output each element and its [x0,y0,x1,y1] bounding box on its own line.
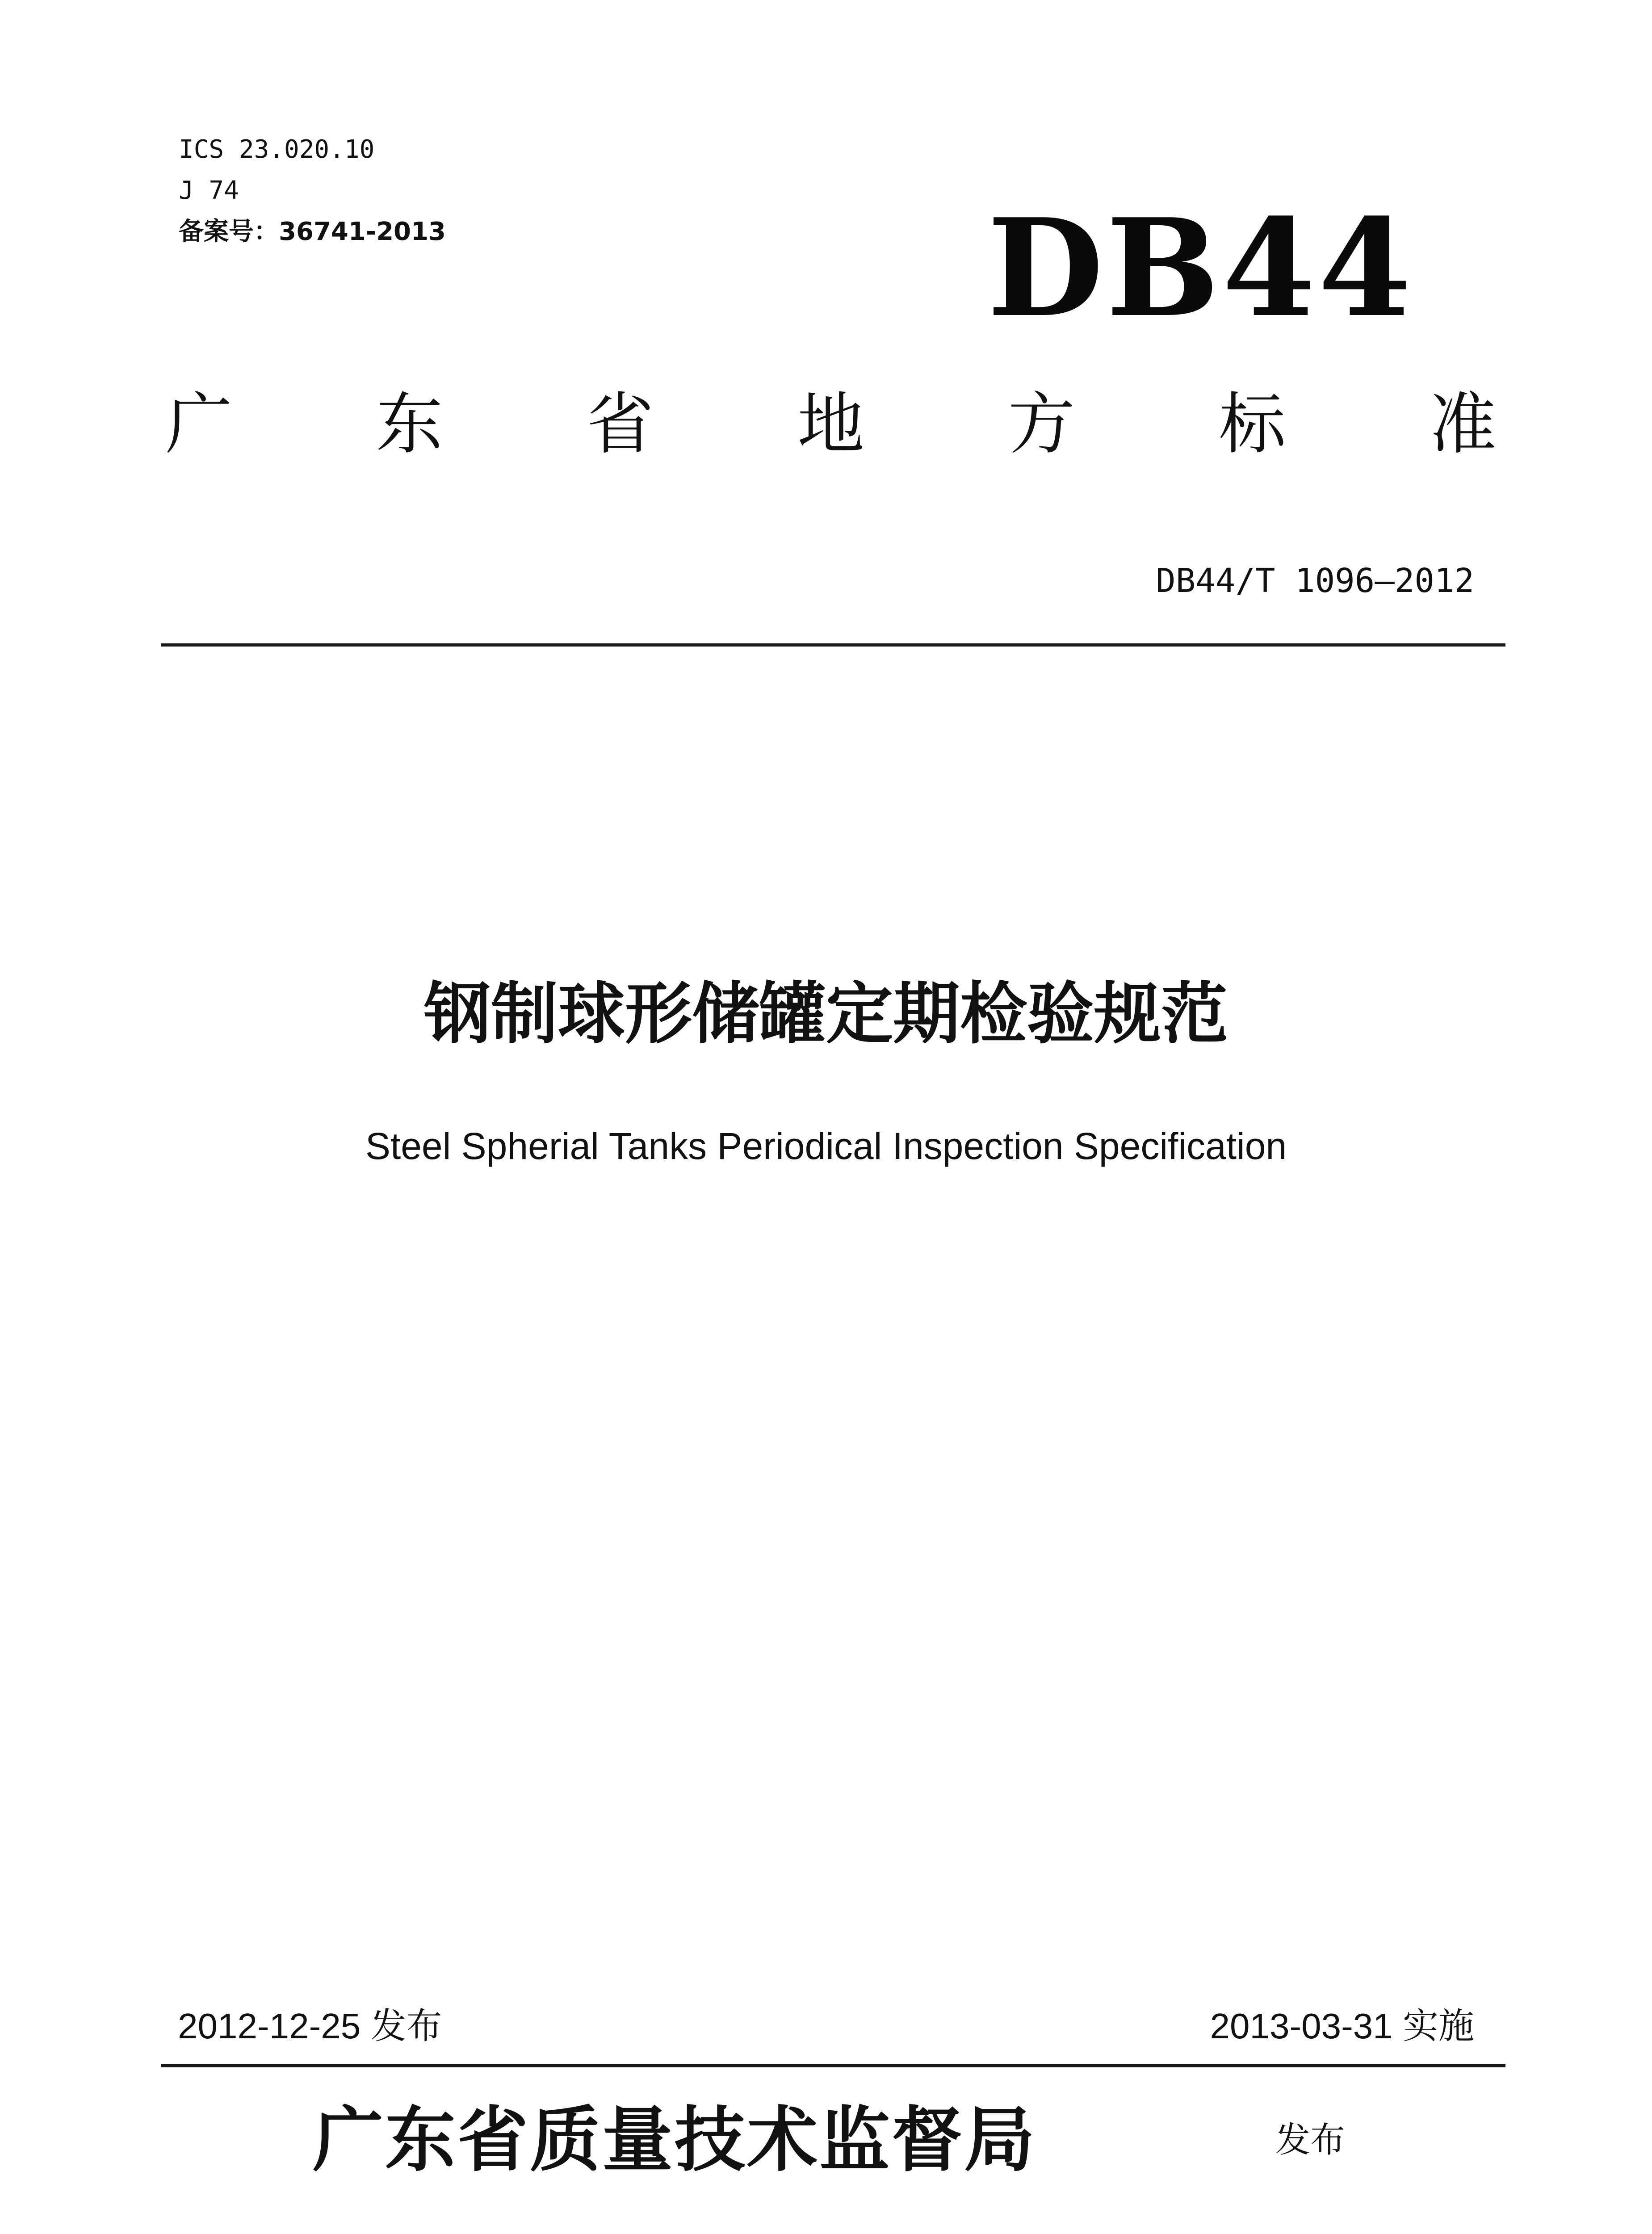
ccs-code: J 74 [179,176,239,205]
standard-type-char: 标 [1219,386,1286,463]
issuing-suffix: 发布 [1275,2120,1346,2160]
standard-number: DB44/T 1096—2012 [1156,562,1474,600]
standard-type-char: 省 [587,386,654,463]
standard-type-char: 东 [376,386,443,463]
bottom-divider [161,2064,1505,2067]
standard-type-char: 方 [1008,386,1075,463]
implementation-date: 2013-03-31 实施 [1210,2006,1474,2046]
standard-type [165,380,1497,469]
issue-date: 2012-12-25 发布 [178,2006,442,2046]
standard-type-char: 准 [1429,386,1497,463]
filing-number: 备案号：36741-2013 [179,217,446,246]
top-divider [161,643,1505,647]
ics-code: ICS 23.020.10 [179,135,375,164]
document-title-english: Steel Spherial Tanks Periodical Inspection Specification [365,1125,1287,1167]
standard-type-char: 地 [797,386,864,463]
document-title-chinese: 钢制球形储罐定期检验规范 [423,975,1228,1053]
issuing-authority: 广东省质量技术监督局 [313,2099,1036,2181]
standard-type-char: 广 [165,386,233,463]
standard-logo: DB44 [987,189,1414,347]
